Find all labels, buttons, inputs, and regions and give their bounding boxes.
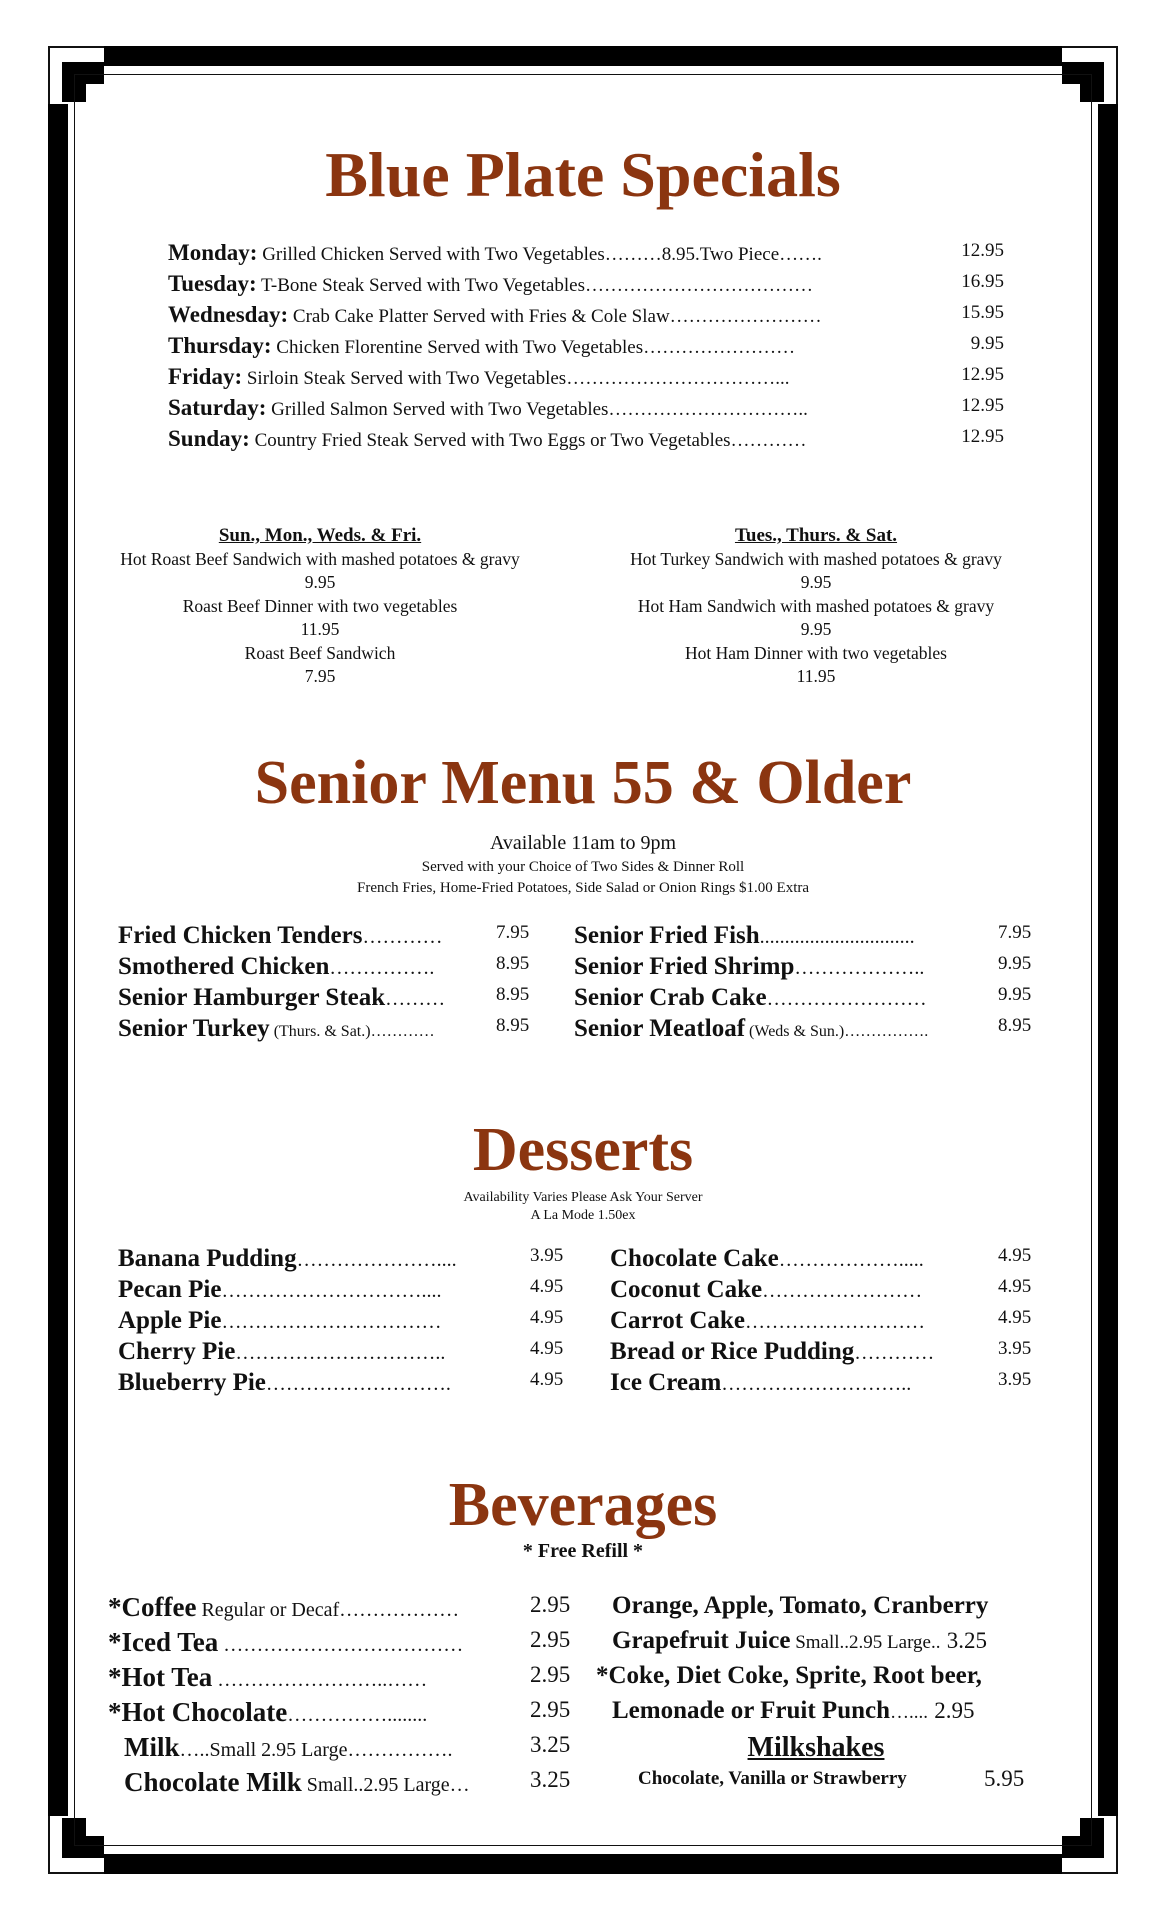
menu-item bbox=[108, 1592, 608, 1627]
daily-special-row bbox=[168, 302, 1008, 333]
item-price: 3.95 bbox=[998, 1369, 1032, 1390]
day-label: Tuesday: bbox=[168, 271, 257, 296]
menu-item bbox=[108, 1767, 608, 1802]
item-note: …..Small 2.95 Large……………. bbox=[179, 1739, 453, 1761]
item-note: Regular or Decaf……………… bbox=[196, 1599, 460, 1621]
menu-item bbox=[118, 1369, 578, 1400]
special-price: 9.95 bbox=[970, 333, 1004, 354]
item-note: (Thurs. & Sat.)………… bbox=[269, 1023, 435, 1040]
senior-list-right bbox=[574, 922, 1034, 1046]
day-label: Thursday: bbox=[168, 333, 272, 358]
item-price: 4.95 bbox=[998, 1307, 1032, 1328]
item-name: Cherry Pie bbox=[118, 1338, 236, 1365]
item-dots: ……………….. bbox=[794, 957, 925, 979]
daily-special-row bbox=[168, 426, 1008, 457]
item-name: Senior Turkey bbox=[118, 1015, 270, 1042]
menu-item bbox=[118, 1338, 578, 1369]
item-price: 9.95 bbox=[998, 984, 1032, 1005]
menu-item bbox=[118, 1307, 578, 1338]
item-dots: ……………………… bbox=[744, 1311, 925, 1333]
item-price: 5.95 bbox=[984, 1766, 1025, 1791]
senior-availability: Available 11am to 9pm bbox=[489, 832, 677, 854]
item-price: 7.95 bbox=[998, 922, 1032, 943]
item-name: *Iced Tea bbox=[108, 1627, 219, 1657]
frame-bottom-bar bbox=[104, 1854, 1062, 1874]
menu-item bbox=[118, 922, 538, 953]
item-name: Chocolate Cake bbox=[610, 1245, 779, 1272]
item-price: 4.95 bbox=[530, 1369, 564, 1390]
item-name: Apple Pie bbox=[118, 1307, 222, 1334]
item-dots: ……………. bbox=[329, 957, 435, 979]
menu-item bbox=[574, 1015, 1034, 1046]
item-name: Carrot Cake bbox=[610, 1307, 745, 1334]
item-name: Smothered Chicken bbox=[118, 953, 330, 980]
milkshakes-item bbox=[596, 1768, 1066, 1798]
item-dots: ………………….... bbox=[296, 1249, 457, 1271]
item-name: Senior Hamburger Steak bbox=[118, 984, 386, 1011]
senior-extras: French Fries, Home-Fried Potatoes, Side Salad or Onion Rings $1.00 Extra bbox=[356, 880, 810, 896]
soda-item bbox=[596, 1697, 1066, 1732]
rotation-right-block bbox=[596, 524, 1036, 689]
item-dots: ………… bbox=[854, 1342, 935, 1364]
menu-item bbox=[108, 1732, 608, 1767]
juice-item bbox=[596, 1627, 1066, 1662]
item-price: 3.95 bbox=[998, 1338, 1032, 1359]
daily-special-row bbox=[168, 271, 1008, 302]
day-label: Monday: bbox=[168, 240, 258, 265]
menu-item bbox=[610, 1276, 1040, 1307]
item-note: Small..2.95 Large.. bbox=[790, 1632, 941, 1653]
item-price: 9.95 bbox=[998, 953, 1032, 974]
rotation-item: Roast Beef Sandwich bbox=[244, 642, 396, 663]
menu-item bbox=[574, 984, 1034, 1015]
menu-item bbox=[118, 1015, 538, 1046]
menu-item bbox=[108, 1662, 608, 1697]
daily-special-row bbox=[168, 333, 1008, 364]
milkshakes-title: Milkshakes bbox=[747, 1732, 885, 1763]
daily-special-row bbox=[168, 364, 1008, 395]
item-price: 4.95 bbox=[530, 1276, 564, 1297]
day-label: Saturday: bbox=[168, 395, 267, 420]
rotation-price: 7.95 bbox=[304, 666, 336, 686]
item-note: ……………………..…… bbox=[212, 1669, 428, 1691]
item-name: Senior Fried Shrimp bbox=[574, 953, 795, 980]
beverages-title: Beverages bbox=[448, 1471, 718, 1539]
item-note: Small..2.95 Large… bbox=[301, 1774, 470, 1796]
senior-menu-title: Senior Menu 55 & Older bbox=[254, 749, 912, 817]
menu-item bbox=[610, 1369, 1040, 1400]
item-price: 4.95 bbox=[998, 1245, 1032, 1266]
rotation-price: 11.95 bbox=[300, 619, 340, 639]
item-price: 2.95 bbox=[530, 1627, 571, 1652]
special-description: Sirloin Steak Served with Two Vegetables……………………………... bbox=[242, 368, 790, 389]
special-price: 15.95 bbox=[961, 302, 1004, 323]
item-name: Coconut Cake bbox=[610, 1276, 763, 1303]
item-price: 7.95 bbox=[496, 922, 530, 943]
item-dots: …………………………… bbox=[221, 1311, 442, 1333]
desserts-list-right bbox=[610, 1245, 1040, 1400]
item-dots: …………………… bbox=[762, 1280, 923, 1302]
special-price: 12.95 bbox=[961, 364, 1004, 385]
special-price: 12.95 bbox=[961, 240, 1004, 261]
item-name: Grapefruit Juice bbox=[612, 1627, 791, 1654]
special-price: 12.95 bbox=[961, 426, 1004, 447]
milkshake-flavors: Chocolate, Vanilla or Strawberry bbox=[638, 1768, 907, 1789]
item-dots: ………… bbox=[362, 926, 443, 948]
menu-item bbox=[118, 953, 538, 984]
item-note: (Weds & Sun.)……………. bbox=[745, 1023, 929, 1040]
special-description: Grilled Chicken Served with Two Vegetables………8.95.Two Piece……. bbox=[257, 244, 822, 265]
special-description: T-Bone Steak Served with Two Vegetables……………………………… bbox=[256, 275, 813, 296]
rotation-item: Hot Roast Beef Sandwich with mashed potatoes & gravy bbox=[120, 548, 520, 569]
rotation-price: 9.95 bbox=[800, 619, 832, 639]
item-price: 4.95 bbox=[530, 1307, 564, 1328]
item-price: 8.95 bbox=[496, 1015, 530, 1036]
daily-specials-list bbox=[168, 240, 1008, 457]
special-description: Chicken Florentine Served with Two Vegetables…………………… bbox=[271, 337, 796, 358]
juice-line: Orange, Apple, Tomato, Cranberry bbox=[612, 1592, 989, 1619]
special-price: 16.95 bbox=[961, 271, 1004, 292]
desserts-a-la-mode-note: A La Mode 1.50ex bbox=[530, 1208, 636, 1223]
rotation-price: 11.95 bbox=[796, 666, 836, 686]
item-price: 2.95 bbox=[530, 1697, 571, 1722]
menu-item bbox=[574, 922, 1034, 953]
item-name: *Hot Chocolate bbox=[108, 1697, 288, 1727]
rotation-item: Roast Beef Dinner with two vegetables bbox=[182, 595, 458, 616]
special-description: Country Fried Steak Served with Two Eggs or Two Vegetables………… bbox=[249, 430, 807, 451]
item-name: Senior Crab Cake bbox=[574, 984, 767, 1011]
item-price: 3.25 bbox=[530, 1732, 571, 1757]
menu-item bbox=[108, 1697, 608, 1732]
item-name: Chocolate Milk bbox=[124, 1767, 302, 1797]
free-refill-note: * Free Refill * bbox=[522, 1540, 644, 1562]
item-name: *Coffee bbox=[108, 1592, 197, 1622]
menu-item bbox=[610, 1338, 1040, 1369]
item-dots: ……………………….. bbox=[721, 1373, 912, 1395]
item-note: ……………........ bbox=[287, 1704, 428, 1726]
frame-top-bar bbox=[104, 46, 1062, 66]
rotation-price: 9.95 bbox=[800, 572, 832, 592]
item-name: Lemonade or Fruit Punch bbox=[612, 1697, 891, 1724]
item-name: Senior Fried Fish bbox=[574, 922, 760, 949]
daily-special-row bbox=[168, 240, 1008, 271]
beverages-list-left bbox=[108, 1592, 608, 1802]
item-price: 3.95 bbox=[530, 1245, 564, 1266]
menu-item bbox=[610, 1307, 1040, 1338]
item-dots: ………………………….... bbox=[221, 1280, 442, 1302]
item-price: 2.95 bbox=[530, 1662, 571, 1687]
menu-item bbox=[118, 1276, 578, 1307]
item-name: Banana Pudding bbox=[118, 1245, 297, 1272]
soda-line: *Coke, Diet Coke, Sprite, Root beer, bbox=[596, 1662, 982, 1689]
desserts-title: Desserts bbox=[472, 1116, 694, 1184]
item-name: Milk bbox=[124, 1732, 180, 1762]
day-label: Wednesday: bbox=[168, 302, 289, 327]
item-price: 4.95 bbox=[998, 1276, 1032, 1297]
rotation-item: Hot Turkey Sandwich with mashed potatoes & gravy bbox=[630, 548, 1002, 569]
item-dots: ………………..... bbox=[778, 1249, 924, 1271]
menu-item bbox=[118, 984, 538, 1015]
desserts-availability-note: Availability Varies Please Ask Your Server bbox=[463, 1190, 703, 1205]
item-dots: ………………………. bbox=[265, 1373, 451, 1395]
item-price: 3.25 bbox=[946, 1628, 987, 1653]
item-name: *Hot Tea bbox=[108, 1662, 213, 1692]
item-dots: …………………… bbox=[766, 988, 927, 1010]
item-price: 8.95 bbox=[998, 1015, 1032, 1036]
desserts-list-left bbox=[118, 1245, 578, 1400]
item-dots: ……… bbox=[385, 988, 446, 1010]
senior-list-left bbox=[118, 922, 538, 1046]
item-price: 2.95 bbox=[530, 1592, 571, 1617]
item-name: Fried Chicken Tenders bbox=[118, 922, 363, 949]
item-price: 4.95 bbox=[530, 1338, 564, 1359]
item-dots: ............................... bbox=[759, 926, 915, 948]
rotation-days-title: Tues., Thurs. & Sat. bbox=[734, 525, 898, 546]
rotation-price: 9.95 bbox=[304, 572, 336, 592]
item-price: 8.95 bbox=[496, 953, 530, 974]
blue-plate-title: Blue Plate Specials bbox=[325, 139, 841, 210]
item-name: Senior Meatloaf bbox=[574, 1015, 746, 1042]
item-name: Pecan Pie bbox=[118, 1276, 222, 1303]
item-dots: ….... bbox=[890, 1702, 929, 1723]
item-price: 2.95 bbox=[934, 1698, 975, 1723]
rotation-item: Hot Ham Dinner with two vegetables bbox=[685, 642, 947, 663]
day-label: Sunday: bbox=[168, 426, 250, 451]
item-name: Blueberry Pie bbox=[118, 1369, 266, 1396]
rotation-days-title: Sun., Mon., Weds. & Fri. bbox=[218, 525, 422, 546]
item-price: 8.95 bbox=[496, 984, 530, 1005]
beverages-list-right bbox=[596, 1592, 1066, 1798]
item-note: ……………………………… bbox=[218, 1634, 464, 1656]
special-price: 12.95 bbox=[961, 395, 1004, 416]
rotation-left-block bbox=[100, 524, 540, 689]
item-dots: ………………………….. bbox=[235, 1342, 446, 1364]
menu-item bbox=[118, 1245, 578, 1276]
menu-item bbox=[108, 1627, 608, 1662]
item-name: Ice Cream bbox=[610, 1369, 722, 1396]
special-description: Grilled Salmon Served with Two Vegetables………………………….. bbox=[266, 399, 808, 420]
rotation-item: Hot Ham Sandwich with mashed potatoes & gravy bbox=[637, 595, 995, 616]
item-price: 3.25 bbox=[530, 1767, 571, 1792]
day-label: Friday: bbox=[168, 364, 243, 389]
item-name: Bread or Rice Pudding bbox=[610, 1338, 855, 1365]
special-description: Crab Cake Platter Served with Fries & Cole Slaw…………………… bbox=[288, 306, 822, 327]
daily-special-row bbox=[168, 395, 1008, 426]
menu-item bbox=[610, 1245, 1040, 1276]
senior-served-with: Served with your Choice of Two Sides & Dinner Roll bbox=[421, 859, 745, 875]
menu-item bbox=[574, 953, 1034, 984]
